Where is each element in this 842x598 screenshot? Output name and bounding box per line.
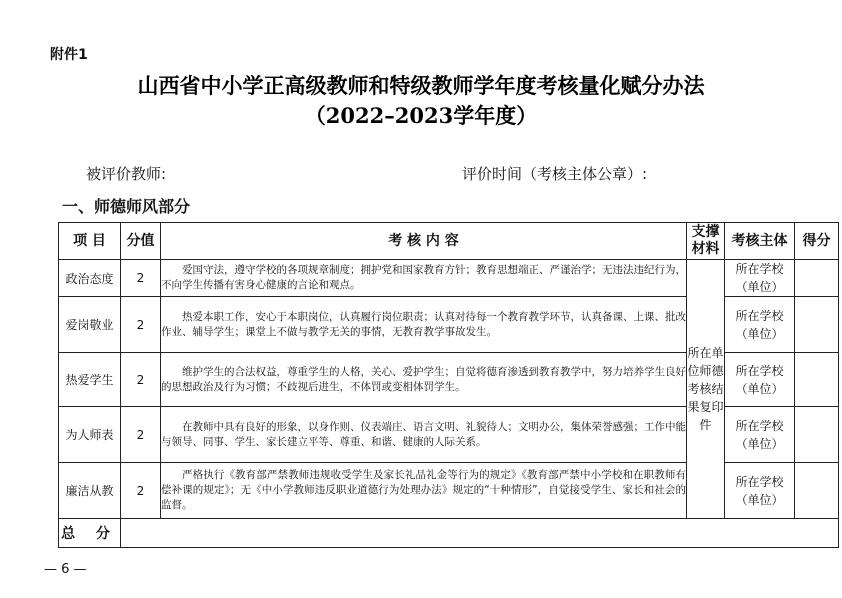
row-content: 爱国守法，遵守学校的各项规章制度；拥护党和国家教育方针；教育思想端正、严谨治学；无违法违纪行为，不向学生传播有害身心健康的言论和观点。 [161, 260, 687, 297]
row-item: 热爱学生 [59, 353, 121, 407]
document-title: 山西省中小学正高级教师和特级教师学年度考核量化赋分办法 [137, 73, 705, 98]
header-result: 得分 [795, 223, 839, 260]
table-row [59, 260, 839, 297]
header-score: 分值 [121, 223, 161, 260]
row-content: 热爱本职工作，安心于本职岗位，认真履行岗位职责；认真对待每一个教育教学环节，认真备课、上课、批改作业、辅导学生；课堂上不做与教学无关的事情，无教育教学事故发生。 [161, 297, 687, 353]
row-score: 2 [121, 297, 161, 353]
header-support: 支撑材料 [687, 223, 725, 260]
row-result[interactable] [795, 353, 839, 407]
header-subject: 考核主体 [725, 223, 795, 260]
row-score: 2 [121, 407, 161, 463]
total-label: 总 分 [59, 519, 121, 548]
header-content: 考 核 内 容 [161, 223, 687, 260]
row-subject: 所在学校（单位） [725, 463, 795, 519]
row-score: 2 [121, 353, 161, 407]
page-number: — 6 — [44, 562, 87, 577]
row-subject: 所在学校（单位） [725, 353, 795, 407]
row-item: 廉洁从教 [59, 463, 121, 519]
row-content: 维护学生的合法权益，尊重学生的人格，关心、爱护学生；自觉将德育渗透到教育教学中，努力培养学生良好的思想政治及行为习惯；不歧视后进生，不体罚或变相体罚学生。 [161, 353, 687, 407]
row-item: 爱岗敬业 [59, 297, 121, 353]
row-result[interactable] [795, 297, 839, 353]
attachment-label: 附件1 [50, 47, 88, 63]
row-result[interactable] [795, 260, 839, 297]
table-header-row [59, 223, 839, 260]
row-item: 为人师表 [59, 407, 121, 463]
row-result[interactable] [795, 463, 839, 519]
total-row [59, 519, 839, 548]
evaluated-teacher-label: 被评价教师: [86, 165, 167, 183]
assessment-table [58, 222, 839, 548]
row-item: 政治态度 [59, 260, 121, 297]
row-subject: 所在学校（单位） [725, 260, 795, 297]
row-subject: 所在学校（单位） [725, 407, 795, 463]
row-score: 2 [121, 463, 161, 519]
total-score-cell[interactable] [121, 519, 839, 548]
row-score: 2 [121, 260, 161, 297]
row-content: 严格执行《教育部严禁教师违规收受学生及家长礼品礼金等行为的规定》《教育部严禁中小学校和在职教师有偿补课的规定》；无《中小学教师违反职业道德行为处理办法》规定的“十种情形”，自觉接受学生、家长和社会的监督。 [161, 463, 687, 519]
header-item: 项 目 [59, 223, 121, 260]
row-content: 在教师中具有良好的形象，以身作则、仪表端庄、语言文明、礼貌待人；文明办公，集体荣誉感强；工作中能与领导、同事、学生、家长建立平等、尊重、和谐、健康的人际关系。 [161, 407, 687, 463]
document-subtitle-year: （2022–2023学年度） [304, 103, 538, 128]
row-result[interactable] [795, 407, 839, 463]
evaluation-time-label: 评价时间（考核主体公章）: [462, 165, 648, 183]
section-title: 一、师德师风部分 [62, 197, 191, 216]
support-material-cell: 所在单位师德考核结果复印件 [687, 260, 725, 519]
row-subject: 所在学校（单位） [725, 297, 795, 353]
